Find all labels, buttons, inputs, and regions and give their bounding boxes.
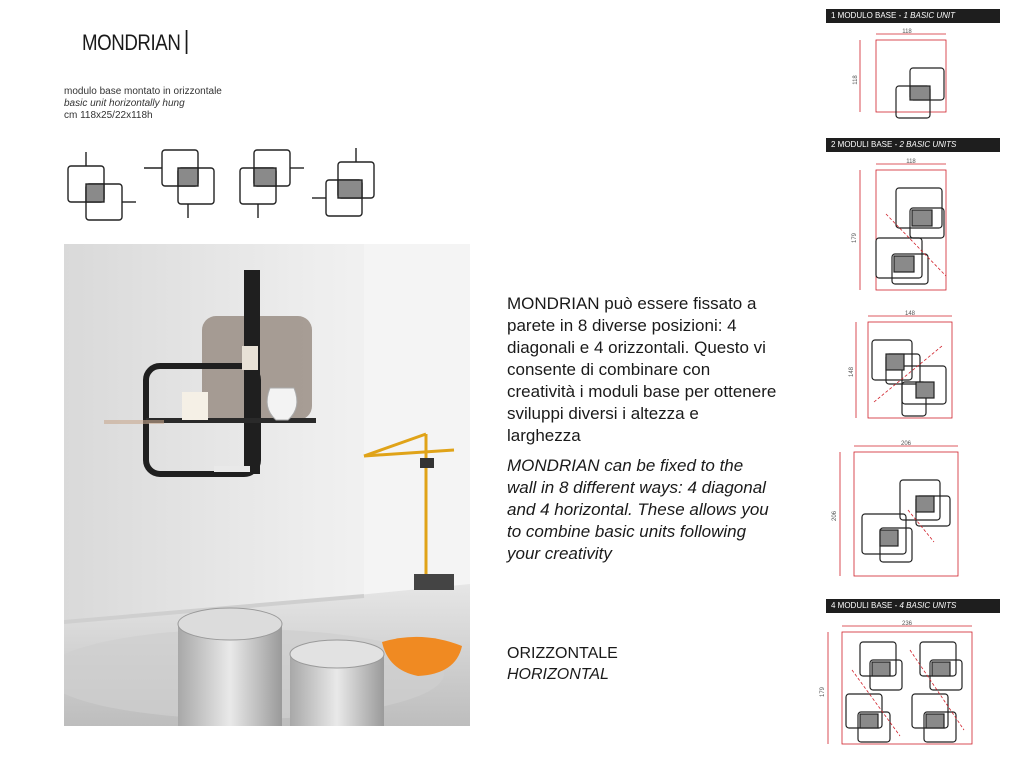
doorway xyxy=(364,244,470,624)
dim-1-height: 118 xyxy=(853,75,859,85)
page-title xyxy=(82,30,187,56)
title-text: MONDRIAN xyxy=(82,30,181,55)
spec-block xyxy=(64,86,222,122)
spec-line-it: modulo base montato in orizzontale xyxy=(64,86,222,97)
dim-2-width: 118 xyxy=(906,159,916,165)
orientation-it: ORIZZONTALE xyxy=(507,645,618,662)
dim-1-width: 118 xyxy=(902,29,912,35)
orientation-label xyxy=(507,643,618,685)
orientation-icons xyxy=(60,148,400,223)
diagram-3-units xyxy=(846,310,960,422)
dim-3-width: 148 xyxy=(904,311,916,317)
diagram-5-units xyxy=(812,620,982,750)
diagram-1-unit xyxy=(850,28,960,120)
orientation-en: HORIZONTAL xyxy=(507,666,609,683)
description-it: MONDRIAN può essere fissato a parete in 8 diverse posizioni: 4 diagonali e 4 orizzontali. Questo vi consente di combinare con creatività i moduli base per ottenere sviluppi diversi i altezza e larghezza xyxy=(507,294,777,445)
dim-2-height: 179 xyxy=(852,232,858,244)
section-header-1: 1 MODULO BASE - 1 BASIC UNIT xyxy=(826,9,1000,23)
dim-5-width: 236 xyxy=(901,621,913,627)
section-header-3: 4 MODULI BASE - 4 BASIC UNITS xyxy=(826,599,1000,613)
title-divider xyxy=(186,30,188,54)
section-header-2: 2 MODULI BASE - 2 BASIC UNITS xyxy=(826,138,1000,152)
dim-4-height: 206 xyxy=(832,510,838,522)
dim-3-height: 148 xyxy=(849,366,855,378)
orientation-icon-2 xyxy=(144,150,214,218)
diagram-2-units xyxy=(846,158,960,296)
spec-line-en: basic unit horizontally hung xyxy=(64,98,185,109)
spec-dimensions: cm 118x25/22x118h xyxy=(64,110,153,121)
orientation-icon-3 xyxy=(240,150,304,218)
description-block xyxy=(507,293,777,565)
description-en: MONDRIAN can be fixed to the wall in 8 different ways: 4 diagonal and 4 horizontal. These allows you to combine basic units following your creativity xyxy=(507,456,769,563)
product-photo xyxy=(64,244,470,726)
dim-5-height: 179 xyxy=(820,686,826,698)
orientation-icon-1 xyxy=(68,152,136,220)
orientation-icon-4 xyxy=(312,148,374,216)
diagram-4-units xyxy=(826,440,966,580)
dim-4-width: 206 xyxy=(900,441,912,447)
